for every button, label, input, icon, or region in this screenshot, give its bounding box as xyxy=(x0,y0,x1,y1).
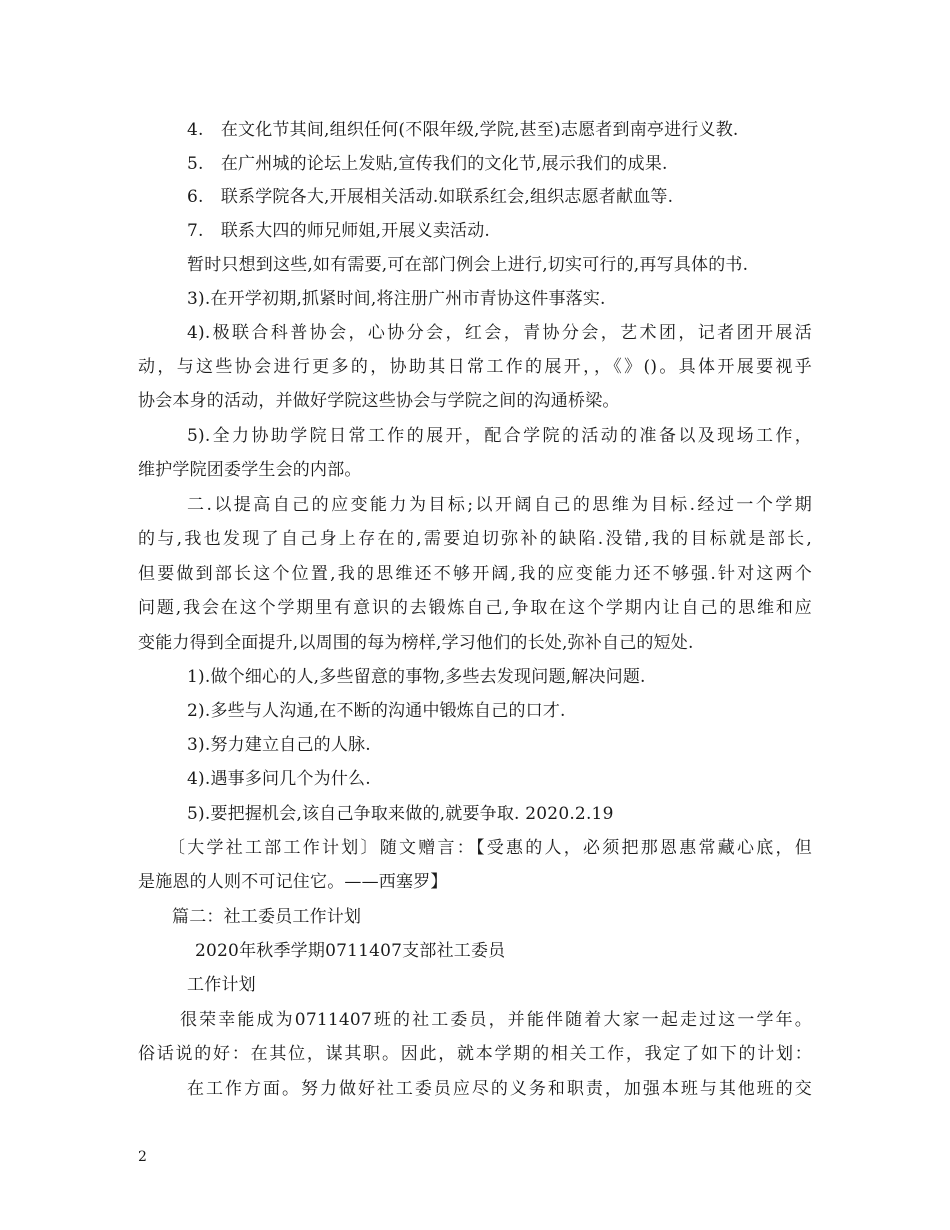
text-line: 暂时只想到这些,如有需要,可在部门例会上进行,切实可行的,再写具体的书. xyxy=(187,255,749,275)
text-line: 俗话说的好：在其位，谋其职。因此，就本学期的相关工作，我定了如下的计划： xyxy=(138,1044,812,1064)
text-line: 二.以提高自己的应变能力为目标;以开阔自己的思维为目标.经过一个学期 xyxy=(187,495,812,515)
page-number: 2 xyxy=(138,1149,147,1165)
text-line: 1).做个细心的人,多些留意的事物,多些去发现问题,解决问题. xyxy=(187,667,646,687)
text-line: 3).努力建立自己的人脉. xyxy=(187,735,371,755)
text-line: 是施恩的人则不可记住它。——西塞罗】 xyxy=(138,872,448,892)
text-line: 5. 在广州城的论坛上发贴,宣传我们的文化节,展示我们的成果. xyxy=(187,154,668,174)
text-line: 维护学院团委学生会的内部。 xyxy=(138,460,362,480)
text-line: 7. 联系大四的师兄师姐,开展义卖活动. xyxy=(187,221,491,241)
text-line: 工作计划 xyxy=(187,975,256,995)
text-line: 2).多些与人沟通,在不断的沟通中锻炼自己的口才. xyxy=(187,701,566,721)
text-line: 5).全力协助学院日常工作的展开，配合学院的活动的准备以及现场工作， xyxy=(187,426,812,446)
text-line: 在工作方面。努力做好社工委员应尽的义务和职责，加强本班与其他班的交 xyxy=(187,1079,812,1099)
text-line: 篇二：社工委员工作计划 xyxy=(172,907,362,927)
text-line: 4. 在文化节其间,组织任何(不限年级,学院,甚至)志愿者到南亭进行义教. xyxy=(187,120,739,140)
text-line: 5).要把握机会,该自己争取来做的,就要争取. 2020.2.19 xyxy=(187,804,614,824)
text-line: 变能力得到全面提升,以周围的每为榜样,学习他们的长处,弥补自己的短处. xyxy=(138,633,694,653)
text-line: 的与,我也发现了自己身上存在的,需要迫切弥补的缺陷.没错,我的目标就是部长, xyxy=(138,529,812,549)
text-line: 4).遇事多问几个为什么. xyxy=(187,769,371,789)
text-line: 2020年秋季学期0711407支部社工委员 xyxy=(195,941,506,961)
text-line: 很荣幸能成为0711407班的社工委员，并能伴随着大家一起走过这一学年。 xyxy=(180,1010,812,1030)
text-line: 3).在开学初期,抓紧时间,将注册广州市青协这件事落实. xyxy=(187,289,606,309)
text-line: 但要做到部长这个位置,我的思维还不够开阔,我的应变能力还不够强.针对这两个 xyxy=(138,564,812,584)
text-line: 6. 联系学院各大,开展相关活动.如联系红会,组织志愿者献血等. xyxy=(187,187,674,207)
text-line: 问题,我会在这个学期里有意识的去锻炼自己,争取在这个学期内让自己的思维和应 xyxy=(138,598,812,618)
text-line: 动，与这些协会进行更多的，协助其日常工作的展开，，《》()。具体开展要视乎 xyxy=(138,357,812,377)
text-line: 4).极联合科普协会，心协分会，红会，青协分会，艺术团，记者团开展活 xyxy=(187,323,812,343)
text-line: 协会本身的活动，并做好学院这些协会与学院之间的沟通桥梁。 xyxy=(138,391,620,411)
text-line: 〔大学社工部工作计划〕随文赠言：【受惠的人，必须把那恩惠常藏心底，但 xyxy=(168,838,812,858)
